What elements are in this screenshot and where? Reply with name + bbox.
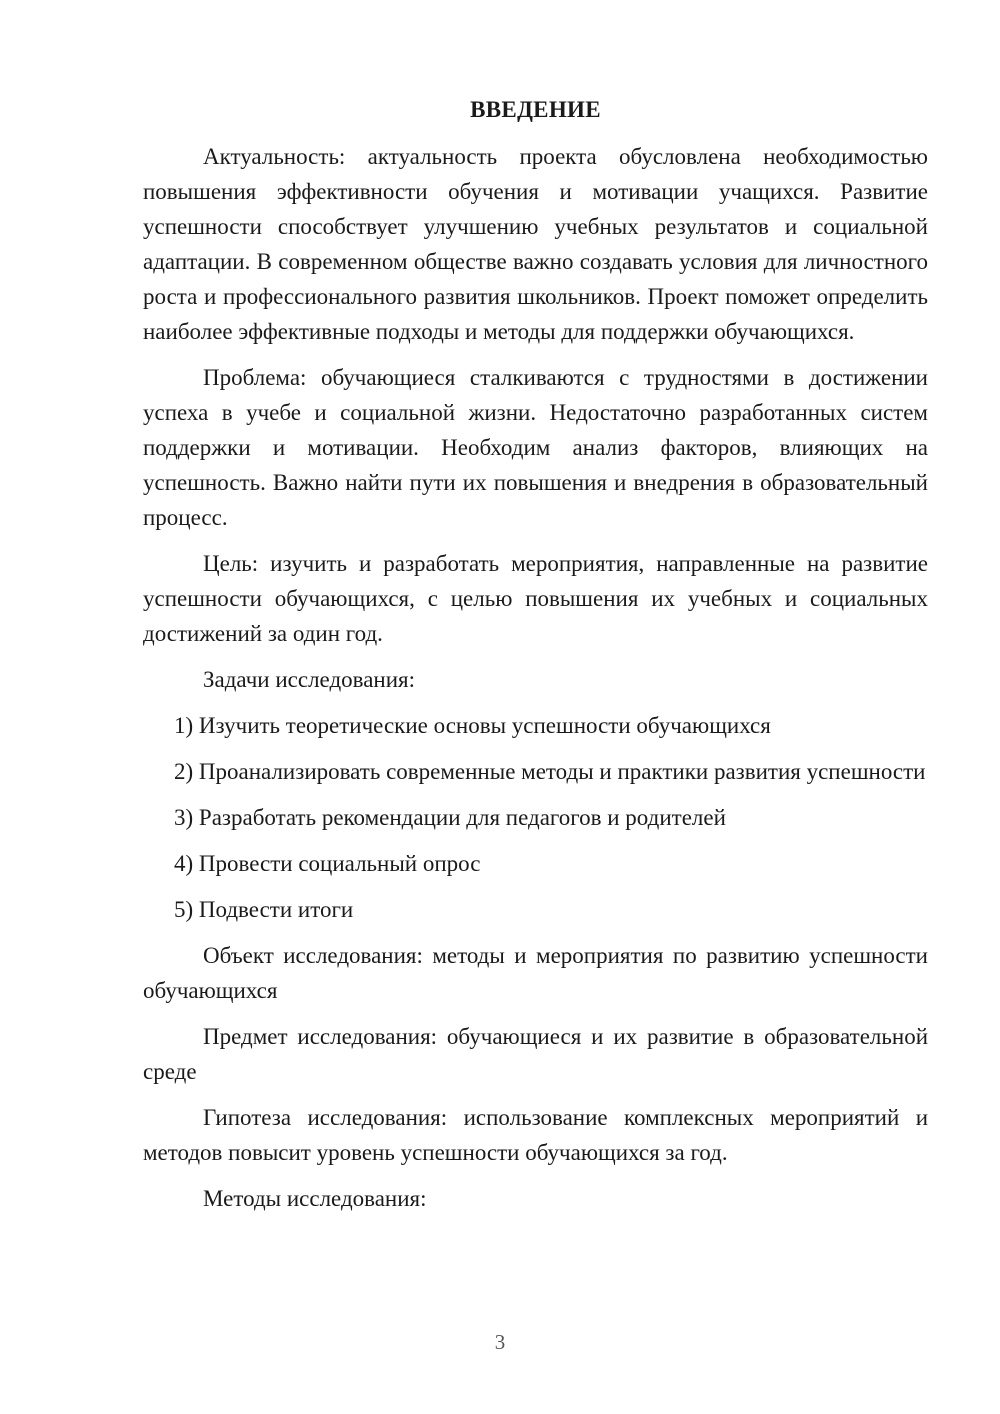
paragraph-problem: Проблема: обучающиеся сталкиваются с трудностями в достижении успеха в учебе и социальной жизни. Недостаточно разработанных систем поддержки и мотивации. Необходим анализ факторов, влияющих на успешность. Важно найти пути их повышения и внедрения в образовательный процесс. bbox=[143, 365, 928, 530]
task-item: 2) Проанализировать современные методы и практики развития успешности bbox=[174, 759, 926, 784]
paragraph-relevance: Актуальность: актуальность проекта обусловлена необходимостью повышения эффективности обучения и мотивации учащихся. Развитие успешности способствует улучшению учебных результатов и социальной адаптации. В современном обществе важно создавать условия для личностного роста и профессионального развития школьников. Проект поможет определить наиболее эффективные подходы и методы для поддержки обучающихся. bbox=[143, 144, 928, 344]
task-item: 4) Провести социальный опрос bbox=[174, 851, 481, 876]
task-item: 3) Разработать рекомендации для педагогов и родителей bbox=[174, 805, 726, 830]
task-item: 5) Подвести итоги bbox=[174, 897, 354, 922]
page-content bbox=[143, 92, 928, 1227]
paragraph-methods: Методы исследования: bbox=[203, 1186, 427, 1211]
paragraph-hypothesis: Гипотеза исследования: использование комплексных мероприятий и методов повысит уровень успешности обучающихся за год. bbox=[143, 1105, 928, 1165]
paragraph-tasks-heading: Задачи исследования: bbox=[203, 667, 416, 692]
paragraph-subject: Предмет исследования: обучающиеся и их развитие в образовательной среде bbox=[143, 1024, 928, 1084]
paragraph-object: Объект исследования: методы и мероприятия по развитию успешности обучающихся bbox=[143, 943, 928, 1003]
section-title: ВВЕДЕНИЕ bbox=[470, 97, 601, 122]
task-item: 1) Изучить теоретические основы успешности обучающихся bbox=[174, 713, 771, 738]
paragraph-goal: Цель: изучить и разработать мероприятия, направленные на развитие успешности обучающихся, с целью повышения их учебных и социальных достижений за один год. bbox=[143, 551, 928, 646]
page-number: 3 bbox=[494, 1330, 506, 1354]
